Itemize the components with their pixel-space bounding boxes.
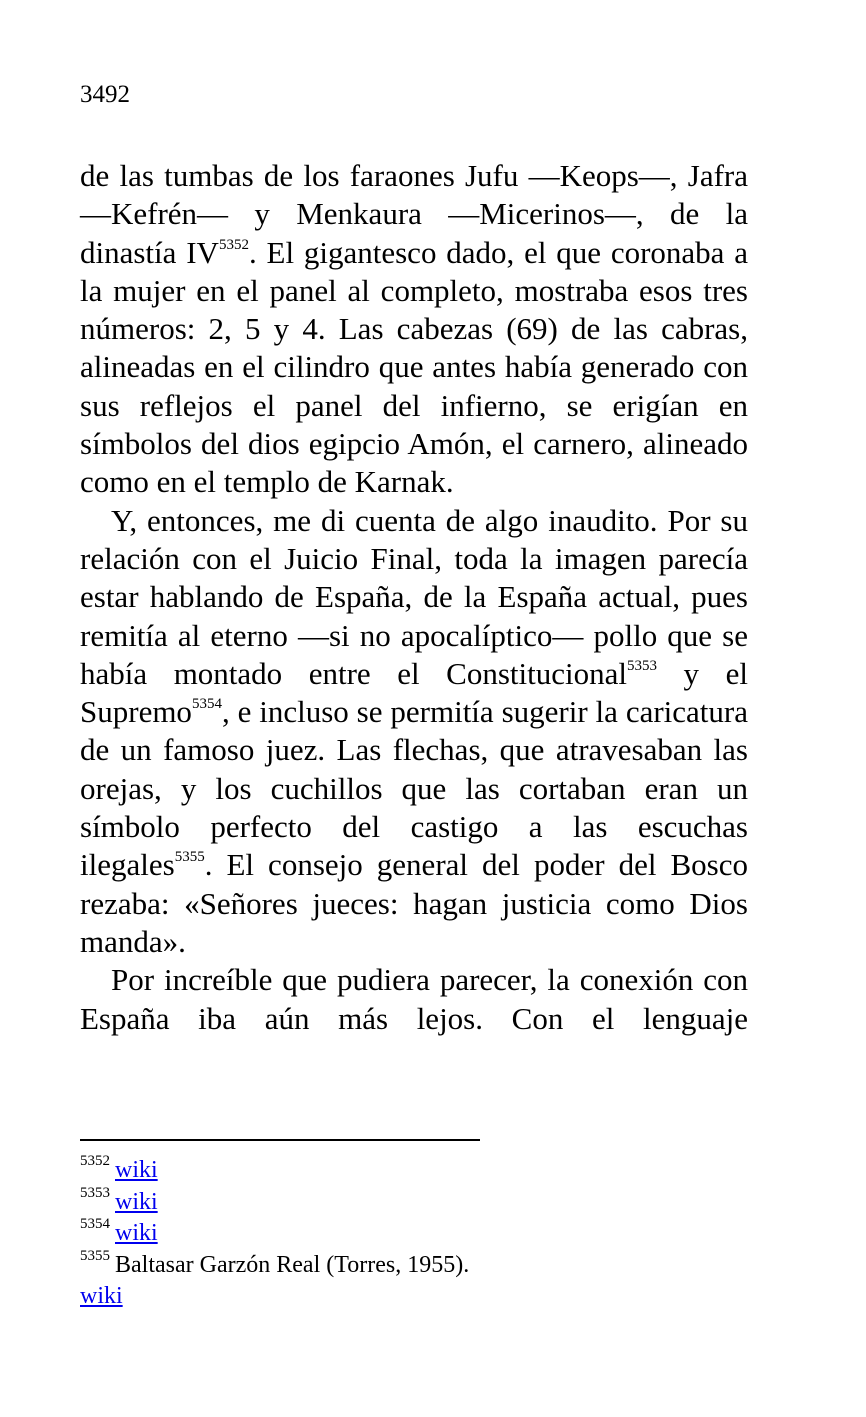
- footnote-number: 5352: [80, 1153, 110, 1169]
- paragraph: [80, 961, 748, 1038]
- body-text: [80, 157, 748, 1038]
- paragraph-text: , e incluso se permitía sugerir la caricatura de un famoso juez. Las flechas, que atravesaban las orejas, y los cuchillos que las cortaban eran un símbolo perfecto del castigo a las escuchas ilegales: [80, 694, 748, 883]
- paragraph: [80, 502, 748, 962]
- footnote: [80, 1184, 780, 1219]
- footnote-divider: [80, 1139, 480, 1141]
- paragraph-text: Por increíble que pudiera parecer, la conexión con España iba aún más lejos. Con el lenguaje: [80, 962, 748, 1036]
- paragraph-text: de las tumbas de los faraones Jufu —Keops—, Jafra —Kefrén— y Menkaura —Micerinos—, de la dinastía IV: [80, 158, 748, 270]
- footnote: [80, 1281, 780, 1313]
- footnote-number: 5353: [80, 1184, 110, 1201]
- footnote-reference[interactable]: 5354: [191, 696, 222, 713]
- paragraph: [80, 157, 748, 502]
- footnote-reference[interactable]: 5355: [174, 849, 205, 866]
- wiki-link[interactable]: wiki: [115, 1188, 158, 1215]
- footnote-reference[interactable]: 5353: [627, 657, 657, 674]
- wiki-link[interactable]: wiki: [115, 1157, 158, 1183]
- wiki-link[interactable]: wiki: [80, 1283, 123, 1310]
- wiki-link[interactable]: wiki: [115, 1220, 158, 1247]
- page-number: 3492: [80, 81, 130, 108]
- paragraph-text: . El consejo general del poder del Bosco rezaba: «Señores jueces: hagan justicia como Dios manda».: [80, 847, 748, 959]
- footnote-reference[interactable]: 5352: [218, 236, 249, 253]
- footnote: [80, 1218, 780, 1250]
- paragraph-text: y el Supremo: [80, 655, 748, 730]
- footnotes: [80, 1155, 780, 1313]
- footnote: [80, 1247, 780, 1282]
- footnote-number: 5354: [80, 1216, 110, 1233]
- footnote: [80, 1155, 780, 1187]
- footnote-text: Baltasar Garzón Real (Torres, 1955).: [115, 1251, 470, 1278]
- paragraph-text: Y, entonces, me di cuenta de algo inaudito. Por su relación con el Juicio Final, toda la imagen parecía estar hablando de España, de la España actual, pues remitía al eterno —si no apocalíptico— pollo que se había montado entre el Constitucional: [80, 502, 748, 691]
- footnote-number: 5355: [80, 1247, 110, 1264]
- paragraph-text: . El gigantesco dado, el que coronaba a la mujer en el panel al completo, mostraba esos tres números: 2, 5 y 4. Las cabezas (69) de las cabras, alineadas en el cilindro que antes había generado con sus reflejos el panel del infierno, se erigían en símbolos del dios egipcio Amón, el carnero, alineado como en el templo de Karnak.: [80, 234, 748, 500]
